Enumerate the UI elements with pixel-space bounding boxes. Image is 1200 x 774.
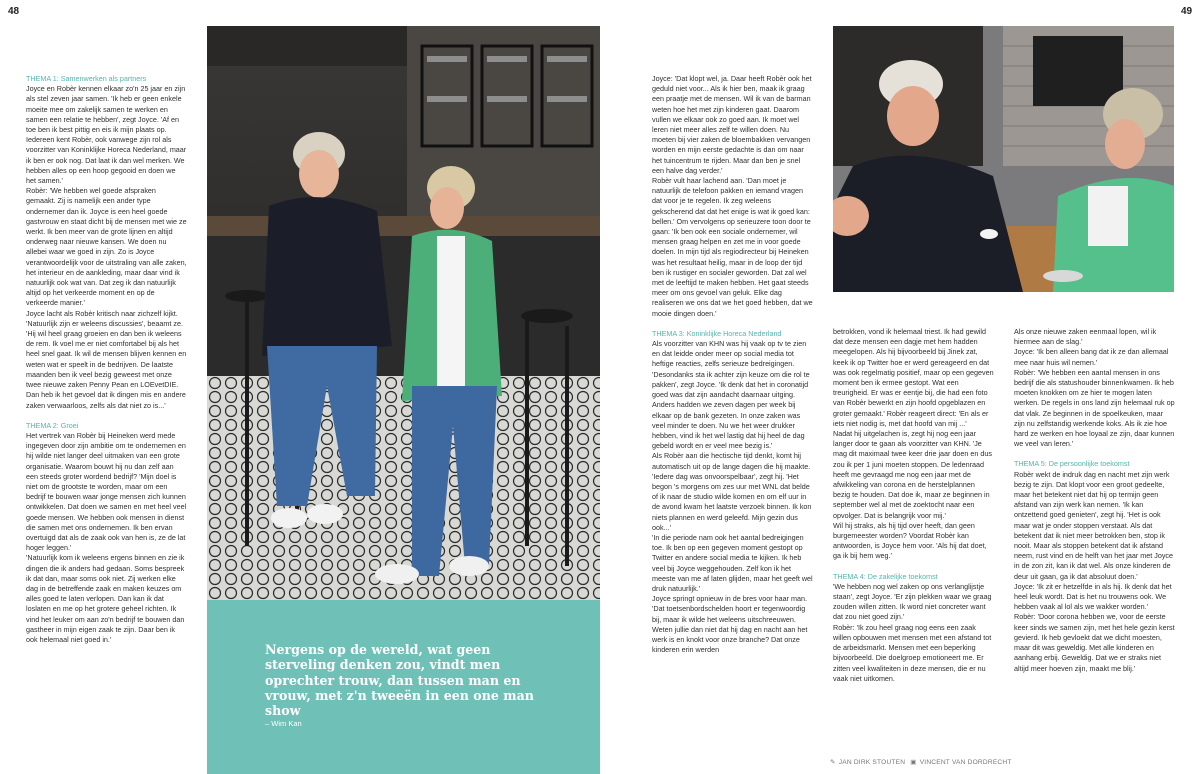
pencil-icon: ✎ bbox=[830, 759, 836, 766]
writer-credit: JAN DIRK STOUTEN bbox=[838, 759, 906, 766]
page-number-left: 48 bbox=[8, 6, 20, 17]
article-column-4 bbox=[1014, 327, 1175, 674]
paragraph: Als Robèr aan die hectische tijd denkt, komt hij automatisch uit op de lange dagen die hij maakte. 'Iedere dag was onvoorspelbaar', zegt hij. 'Het begon 's morgens om zes uur met WNL dat belde of ik naar de studio wilde komen en om elf uur in de avond kwam het laatste verzoek binnen. Ik kon niets plannen en werd geleefd. Mijn gezin dus ook...' bbox=[652, 451, 812, 532]
paragraph: betrokken, vond ik helemaal triest. Ik had gewild dat deze mensen een dagje met hem hadden meegelopen. Als hij bijvoorbeeld bij Jinek zat, keek ik op Twitter hoe er werd gereageerd en dat was ook regelmatig positief, maar op een gegeven moment ben ik ermee gestopt. Wat een treurigheid. Er was er eentje bij, die had een foto van Robèr bewerkt en zijn hoofd opgeblazen en groter gemaakt.' Robèr reageert direct: 'En als er iets niet nodig is, met dat hoofd van mij ...' bbox=[833, 327, 994, 428]
pull-quote bbox=[207, 600, 600, 774]
article-column-1 bbox=[26, 74, 187, 645]
paragraph: Robèr: 'Door corona hebben we, voor de eerste keer sinds we samen zijn, met het hele gezin kerst gevierd. Ik heb gevloekt dat we dicht moesten, maar dit was geweldig. Met alle kinderen en aanhang erbij. Geweldig. Dat we er straks niet altijd meer hoeven zijn, maakt me blij.' bbox=[1014, 612, 1175, 673]
paragraph: Joyce en Robèr kennen elkaar zo'n 25 jaar en zijn als stel zeven jaar samen. 'Ik heb er geen enkele moeite mee om zakelijk samen te werken en samen een relatie te hebben', zegt Joyce. 'Af en toe ben ik best pittig en eis ik mijn plaats op. Iedereen kent Robèr, ook vanwege zijn rol als voorzitter van Koninklijke Horeca Nederland, maar ik ben er ook nog. Dat laat ik dan wel merken. We hebben alles op een hoop gegooid en doen we het samen.' bbox=[26, 84, 187, 186]
paragraph: Joyce: 'Ik ben alleen bang dat ik ze dan allemaal mee naar huis wil nemen.' bbox=[1014, 347, 1169, 367]
paragraph: Nadat hij uitgelachen is, zegt hij nog een jaar langer door te gaan als voorzitter van KHN. 'Je mag dit maximaal twee keer drie jaar doen en dus zou ik per 1 juni moeten stoppen. De ledenraad heeft me gevraagd me nog een jaar met de afwikkeling van corona en de herstelplannen bezig te houden. Dat doe ik, maar ze beginnen in september wel al met de zoektocht naar een opvolger. Dat is belangrijk voor mij.' bbox=[833, 429, 993, 520]
couple-standing-photo bbox=[207, 26, 600, 600]
quote-text: Nergens op de wereld, wat geen sterveling denken zou, vindt men oprechter trouw, dan tussen man en vrouw, met z'n tweeën in een one man show bbox=[265, 642, 534, 719]
article-column-2 bbox=[652, 74, 813, 655]
couple-seated-photo bbox=[833, 26, 1174, 292]
paragraph: Joyce lacht als Robèr kritisch naar zichzelf kijkt. 'Natuurlijk zijn er weleens discussies', beaamt ze. 'Hij wil heel graag groeien en dan ben ik weleens de rem. Ik voel me er niet comfortabel bij als het heel snel gaat. Ik wil de mensen blijven kennen en weten wat er speelt in de bedrijven. De laatste maanden ben ik veel bezig geweest met onze twee nieuwe zaken Penny Pean en LOEvetDIE. Dan heb ik het gevoel dat ik dingen mis en andere zaken verwaarloos, zelfs als dat niet zo is...' bbox=[26, 308, 187, 410]
paragraph: 'Natuurlijk kom ik weleens ergens binnen en zie ik dingen die ik anders had gedaan. Soms bespreek ik dat dan, maar soms ook niet. Zij werken elke dag in de betreffende zaak en maken keuzes om alles goed te laten verlopen. Dan kan ik dat loslaten en me op het grotere geheel richten. Ik vind het leuker om aan zo'n bedrijf te bouwen dan gastheer in mijn eigen zaak te zijn. Daar ben ik ook helemaal niet goed in.' bbox=[26, 553, 185, 644]
paragraph: 'In die periode nam ook het aantal bedreigingen toe. Ik ben op een gegeven moment gestopt op Twitter en andere social media te kijken. Ik heb veel bij Joyce weggehouden. Zelf kon ik het meeste van me af laten glijden, maar het geeft wel druk natuurlijk.' bbox=[652, 532, 813, 593]
paragraph: Als onze nieuwe zaken eenmaal lopen, wil ik hiermee aan de slag.' bbox=[1014, 327, 1157, 347]
photo-credits bbox=[830, 758, 1015, 766]
section-heading: THEMA 2: Groei bbox=[26, 420, 79, 430]
paragraph: Het vertrek van Robèr bij Heineken werd mede ingegeven door zijn ambitie om te ondernemen en hij wilde niet langer deel uitmaken van een grote organisatie. Waarom bouwt hij nu dan zelf aan een steeds groter wordend bedrijf? 'Mijn doel is niet om de grootste te worden, maar om een bedrijf te bouwen waar jonge mensen zich kunnen ontwikkelen. Dat doen we samen en met heel veel goede mensen. We hebben ook mensen in dienst die samen met ons ondernemen. Ik ben ervan overtuigd dat als de zaak ook van hen is, ze de lat hoger leggen.' bbox=[26, 430, 187, 553]
photographer-credit: VINCENT VAN DORDRECHT bbox=[919, 759, 1012, 766]
paragraph: Robèr: 'We hebben wel goede afspraken gemaakt. Zij is namelijk een ander type ondernemer dan ik. Joyce is een heel goede gastvrouw en staat dicht bij de mensen met wie ze werkt. Ik ben meer van de grote lijnen en altijd onderweg naar nieuwe kansen. We doen nu allebei waar we goed in zijn. Zo is Joyce verantwoordelijk voor de uitstraling van alle zaken, het interieur en de aankleding, maar daar vind ik natuurlijk ook wat van. Dat zeg ik dan natuurlijk altijd op het verkeerde moment en op de verkeerde manier.' bbox=[26, 186, 187, 308]
paragraph: Joyce: 'Dat klopt wel, ja. Daar heeft Robèr ook het geduld niet voor... Als ik hier ben, maak ik graag een praatje met de mensen. Wil ik van de barman weten hoe het met zijn kinderen gaat. Daarom vullen we elkaar ook zo goed aan. Ik moet wel leren niet meer alles zelf te willen doen. Nu moeten bij vier zaken de bloembakken vervangen worden en mijn eerste gedachte is dan om naar het tuincentrum te rijden. Maar dan ben je snel een halve dag verder.' bbox=[652, 74, 812, 175]
paragraph: Joyce: 'Ik zit er hetzelfde in als hij. Ik denk dat het heel leuk wordt. Dat is het nu trouwens ook. We hebben vaak al lol als we wakker worden.' bbox=[1014, 581, 1172, 612]
section-heading: THEMA 3: Koninklijke Horeca Nederland bbox=[652, 328, 782, 338]
paragraph: Robèr: 'Ik zou heel graag nog eens een zaak willen opbouwen met mensen met een afstand tot de arbeidsmarkt. Mensen met een beperking bijvoorbeeld. Die doelgroep emotioneert me. Er zitten veel kwaliteiten in deze mensen, die er nu vaak niet uitkomen. bbox=[833, 622, 992, 683]
section-heading: THEMA 4: De zakelijke toekomst bbox=[833, 571, 938, 581]
paragraph: Robèr vult haar lachend aan. 'Dan moet je natuurlijk de telefoon pakken en iemand vragen dat voor je te regelen. Ik zeg weleens gekscherend dat dat het enige is wat ik goed kan: bellen.' Om vervolgens op serieuzere toon door te gaan: 'Ik ben ook een sociale ondernemer, wil mensen graag helpen en zet me in voor goede doelen. In mijn tijd als regiodirecteur bij Heineken was het resultaat heilig, maar in de loop der tijd ben ik rustiger en socialer geworden. Dat zal wel met de leeftijd te maken hebben. Het gaat steeds meer om ons gevoel van geluk. Elke dag realiseren we ons dat we het goed hebben, dat we mooie dingen doen.' bbox=[652, 176, 813, 318]
article-column-3 bbox=[833, 327, 994, 684]
paragraph: 'We hebben nog wel zaken op ons verlanglijstje staan', zegt Joyce. 'Er zijn plekken waar we graag zouden willen zitten. Ik word niet concreter want dat zou niet goed zijn.' bbox=[833, 581, 992, 622]
page-number-right: 49 bbox=[1181, 6, 1193, 17]
section-heading: THEMA 5: De persoonlijke toekomst bbox=[1014, 459, 1130, 469]
camera-icon: ▣ bbox=[910, 759, 917, 766]
section-heading: THEMA 1: Samenwerken als partners bbox=[26, 74, 147, 83]
quote-attribution: – Wim Kan bbox=[265, 719, 302, 728]
paragraph: Wil hij straks, als hij tijd over heeft, dan geen burgemeester worden? Voordat Robèr kan antwoorden, is Joyce hem voor. 'Als hij dat doet, ga ik bij hem weg.' bbox=[833, 520, 987, 561]
paragraph: Robèr wekt de indruk dag en nacht met zijn werk bezig te zijn. Dat klopt voor een groot gedeelte, maar het betekent niet dat hij op termijn geen afstand van zijn werk kan nemen. 'Ik kan ontzettend goed genieten', zegt hij. 'Het is ook maar wat je onder stoppen verstaat. Als dat betekent dat ik niet meer betrokken ben, stop ik nooit. Maar als stoppen betekent dat ik afstand neem, rust vind en de helft van het jaar met Joyce in de zon zit, kan ik dat wel. Als onze kinderen de deur uit gaan, ga ik dat absoluut doen.' bbox=[1014, 469, 1174, 581]
paragraph: Joyce springt opnieuw in de bres voor haar man. 'Dat toetsenbordschelden hoort er tegenwoordig bij, maar ik wilde het weleens uitschreeuwen. Weten jullie dan niet dat hij dag en nacht aan het werk is en knokt voor onze branche? Dat onze kinderen erin werden bbox=[652, 594, 808, 655]
paragraph: Robèr: 'We hebben een aantal mensen in ons bedrijf die als statushouder binnenkwamen. Ik heb moeten knokken om ze hier te mogen laten werken. De regels in ons land zijn helemaal ruk op dat vlak. Ze beginnen in de spoelkeuken, maar zijn nu zelfstandig werkende koks. Als ik zie hoe hard ze werken en hoe loyaal ze zijn, daar kunnen we veel van leren.' bbox=[1014, 367, 1175, 449]
paragraph: Als voorzitter van KHN was hij vaak op tv te zien en dat leidde onder meer op social media tot heftige reacties, zelfs serieuze bedreigingen. 'Desondanks sta ik achter zijn keuze om die rol te pakken', zegt Joyce. 'Ik denk dat het in coronatijd goed was dat zijn aandacht daarnaar uitging. Anders hadden we zeven dagen per week bij elkaar op de bank gezeten. In onze zaken was veel minder te doen. Nu we het weer drukker hebben, vind ik het wel lastig dat hij heel de dag gebeld wordt en er veel mee bezig is.' bbox=[652, 339, 810, 451]
